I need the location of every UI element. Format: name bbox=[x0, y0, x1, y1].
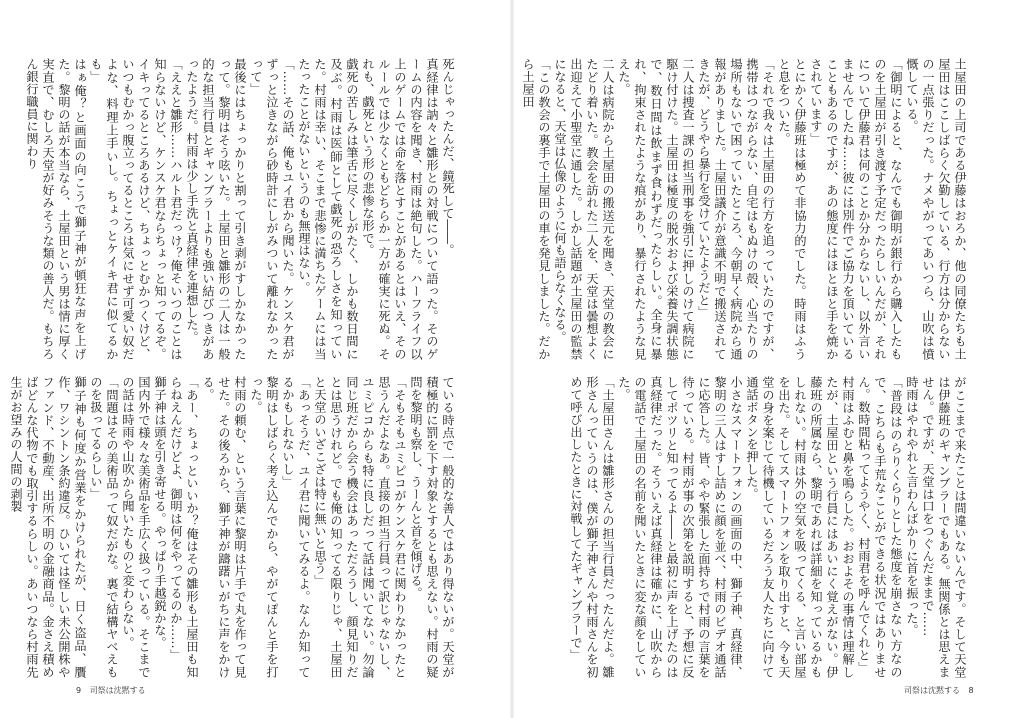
paragraph: 二人は病院から土屋田の搬送元を聞き、天堂の教会にたどり着いた。教会を訪れた二人を、天堂は曇想よく出迎えて小聖堂に通した。しかし話題が土屋田の監禁になると、天堂は仏像のように何も語らなくなる。 bbox=[553, 58, 615, 360]
paragraph: 真経律は訥々と雛形との対戦について語った。そのゲームの内容を聞き、村雨は絶句した。ハーフライフ以上のゲームでは命を落とすことがあるとはいえ、そのルールでは少なくともどちらか一方が確実に死ぬ。それも、戯死という形の悲惨な形で。 bbox=[361, 58, 439, 360]
right-page-folio bbox=[904, 685, 974, 696]
right-page-top-text bbox=[521, 58, 968, 360]
right-page-bottom-text bbox=[569, 376, 968, 678]
paragraph: 「ええと雛形……ハルト君だっけ？俺そいつのことは知らないけど、ケンスケ君ならちょっと知ってるぞ。イキってるところあるけど、ちょっとむかつくけど、いつもむかっ腹立ってるところは気にせず可愛い奴だよな、料理上手いし。ちょっとケイキ君に似てるかも」 bbox=[89, 58, 183, 360]
paragraph: 獅子神も何度か営業をかけられたが、日く盗品、贋作、ワシントン条約違反。ひいては怪しい未公開株やファンド、不動産、出所不明の金融商品。金さえ積めばどんな代物でも取引するらしい。あいつなら村雨先生がお望みの人間の剥製 bbox=[9, 376, 87, 678]
paragraph: 最後にはちょっかりと割って引き剥がすしかなかったって。黎明はそう呟いた。土屋田と雛形の二人は一般的な担当行員とギャンブラーよりも強い結びつきがあったようだ。村雨は少し手洗と真経律を連想した。 bbox=[185, 58, 247, 360]
paragraph: 「あー、ちょっといいか？俺はその雛形も土屋田も知らねえんだけどよ、御明は何をやってるのか……」 bbox=[169, 376, 199, 678]
paragraph: 「問題はその美術品って奴だがな。裏で結構ヤベえものを扱ってるらしい」 bbox=[89, 376, 119, 678]
left-page-top-text bbox=[25, 58, 456, 360]
paragraph: 獅子神は頭を引き寄せる。やっぱり手越鋭かな。 bbox=[153, 376, 167, 649]
left-page-folio bbox=[76, 685, 146, 696]
paragraph: 村雨の頼む、という言葉に黎明は片手で丸を作って見せた。その後ろから、獅子神が躊躇いがちに声をかける。 bbox=[201, 376, 247, 678]
paragraph: 国内外で様々な美術品を手広く扱っている。そこまでの話は時雨や山吹から聞いたものと変わらない。 bbox=[121, 376, 151, 678]
paragraph: とにかく伊藤班は極めて非協力的でした。時雨はふうと息をついた。 bbox=[777, 58, 807, 360]
paragraph: がここまで来たことは間違いないんです。そして天堂は伊藤班のギャンブラーでもある。無関係とは思えません。ですが、天堂は口をつぐんだままで…… bbox=[921, 376, 967, 678]
paragraph: 「それで我々は土屋田の行方を追っていたのですが、携帯はつながらない、自宅はもぬけの殻、心当たりの場所もないで困っていたところ、今朝早く病院から通報がありました。土屋田議介が意識不明で搬送されてきたが、どうやら暴行を受けていたようだと」 bbox=[697, 58, 775, 360]
paragraph: 土屋田の上司である伊藤はおろか、他の同僚たちも土屋田はここしばらく欠勤している、行方は分からないの一点張りだった。ナメやがってあいつら、山吹は憤慨している。 bbox=[905, 58, 967, 360]
paragraph: ている時点で一般的な善人ではあり得ないが。天堂が積極的に罰を下す対象とするとも思えない。村雨の疑問を黎明も察し、うーんと首を傾げる。 bbox=[409, 376, 455, 678]
paragraph: 二人は捜査一課の担当刑事を強引に押しのけて病院に駆け付けた。土屋田は極度の脱水および栄養失調状態で、数日間は飲まず食わずだったらしい。全身に暴れ、拘束されたような痕があり、暴行されたような見えた。 bbox=[617, 58, 695, 360]
paragraph: 「この教会の裏手で土屋田の車を発見しました。だから土屋田 bbox=[521, 58, 551, 360]
paragraph: 「御明によると、なんでも御明が銀行から購入したものを土屋田が引き渡す予定だったらしいんだが、それについて伊藤君は何のことか分からないし、以外言いませんでしたね……彼には別件でご協力を頂いていることもあるのですが、あの態度にはほとほと手を焼かされています」 bbox=[809, 58, 903, 360]
paragraph: 村雨はふむと鼻を鳴らした。おおよその事情は理解したが、土屋田という行員にはあいにく覚えがない。伊藤班の所属なら、黎明であれば詳細を知っているかもしれない。村雨は外の空気を吸ってくる、と言い部屋を出た。そしてスマートフォンを取り出すと、今も天堂の身を案じて待機しているだろう友人たちに向けて通話ボタンを押した。 bbox=[745, 376, 855, 678]
right-page bbox=[512, 0, 1024, 718]
paragraph: 時雨はやれやれと言わんばかりに首を振った。 bbox=[905, 376, 919, 637]
paragraph: 「そもそもユミピコがケンスケ君に関わりなかったと思うんだよなあ。直接の担当行員って訳じゃないし、ユミピコからも特に良しだって話は聞いてない。勿論同じ班だから会う機会はあっただろうし、顔見知りだとは思うけれど。でも俺の知ってる限りじゃ、土屋田と天堂のいざこざは特に無いと思う」 bbox=[313, 376, 407, 678]
paragraph: はぁ俺？と画面の向こうで獅子神が頓狂な声を上げた。黎明の話が本当なら、土屋田という男は情に厚く実直で、むしろ天堂が好みそうな類の善人だ。もちろん銀行職員に関わり bbox=[25, 58, 87, 360]
paragraph: 「普段はのらりくらりとした態度を崩さない方なので、こちらも手荒なことができる状況ではありません。数時間粘ってようやく、村雨君を呼んでくれと」 bbox=[857, 376, 903, 678]
paragraph: 「あっそうだ、ユイ君に聞いてみるよ。なんか知ってるかもしれないし」 bbox=[281, 376, 311, 678]
paragraph: 死んじゃったんだ、鏡死して――。 bbox=[441, 58, 455, 257]
left-page-bottom-text bbox=[9, 376, 456, 678]
paragraph: 「……その話、俺もユイ君から聞いた。ケンスケ君がずっと泣きながら砂時計にしがみついて離れなかったって」 bbox=[249, 58, 295, 360]
running-title: 司祭は沈黙する bbox=[89, 686, 146, 695]
paragraph: 黎明はしばらく考え込んでから、やがてぽんと手を打った。 bbox=[249, 376, 279, 678]
paragraph: 戯死の苦しみは筆舌に尽くしがたく、しかも数日間に及ぶ。村雨は医師として戯死の恐ろしさを知っていた。村雨は幸い、そこまで悲惨に満ちたゲームには当たったことがないというのも無理はない。 bbox=[297, 58, 359, 360]
running-title: 司祭は沈黙する bbox=[904, 686, 960, 695]
paragraph: 小さなスマートフォンの画面の中、獅子神、真経律、黎明の三人はすし詰めに顔を並べ、村雨のビデオ通話に応答した。皆、やや緊張した面持ちで村雨の言葉を待っている。村雨が事の次第を説明すると、予想に反してポツリと知ってるよ――と最初に声を上げたのは真経律だった。そういえば真経律は確かに、山吹からの電話で土屋田の名前を聞いたときに変な顔をしていた。 bbox=[617, 376, 743, 678]
page-number: 9 bbox=[76, 686, 82, 695]
page-number: 8 bbox=[968, 686, 974, 695]
paragraph: 「土屋田さんは雛形さんの担当行員だったんだよ。雛形さんっていうのは、僕が獅子神さんや村雨さんを初めて呼び出したときに対戦してたギャンブラーで」 bbox=[569, 376, 615, 678]
